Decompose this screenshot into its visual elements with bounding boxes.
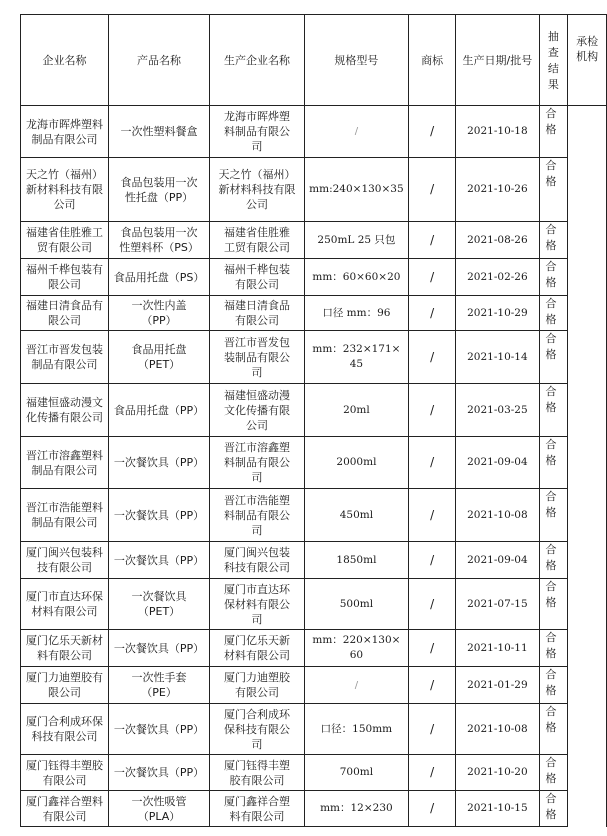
cell-result: 合 格	[539, 542, 568, 579]
cell-date: 2021-02-26	[456, 259, 539, 296]
table-row	[21, 791, 607, 827]
cell-company: 厦门鑫祥合塑料 有限公司	[21, 791, 109, 827]
cell-date: 2021-10-08	[456, 704, 539, 755]
cell-manufacturer: 福建省佳胜雅 工贸有限公司	[210, 222, 305, 259]
table-row	[21, 630, 607, 667]
cell-brand: /	[408, 259, 455, 296]
cell-brand: /	[408, 542, 455, 579]
table-row	[21, 704, 607, 755]
header-product	[108, 15, 209, 106]
cell-brand: /	[408, 437, 455, 489]
cell-result: 合 格	[539, 630, 568, 667]
cell-spec: 250mL 25 只包	[304, 222, 408, 259]
cell-date: 2021-09-04	[456, 542, 539, 579]
cell-company: 厦门力迪塑胶有 限公司	[21, 667, 109, 704]
cell-brand: /	[408, 384, 455, 437]
cell-product: 食品包装用一次 性塑料杯（PS）	[108, 222, 209, 259]
cell-product: 一次性手套 （PE）	[108, 667, 209, 704]
header-manufacturer-text: 生产企业名称	[224, 53, 291, 67]
cell-institution	[568, 259, 607, 296]
cell-result: 合 格	[539, 106, 568, 158]
cell-result: 合 格	[539, 437, 568, 489]
cell-brand: /	[408, 331, 455, 384]
cell-result: 合 格	[539, 296, 568, 331]
cell-spec: 1850ml	[304, 542, 408, 579]
cell-manufacturer: 晋江市溶鑫塑 料制品有限公 司	[210, 437, 305, 489]
header-institution-text: 承检 机构	[576, 35, 599, 63]
cell-institution	[568, 331, 607, 384]
cell-manufacturer: 厦门鑫祥合塑 料有限公司	[210, 791, 305, 827]
table-row	[21, 296, 607, 331]
cell-spec: mm：12×230	[304, 791, 408, 827]
cell-date: 2021-10-29	[456, 296, 539, 331]
cell-manufacturer: 福建恒盛动漫 文化传播有限 公司	[210, 384, 305, 437]
cell-product: 食品用托盘（PS）	[108, 259, 209, 296]
header-result-text: 抽 查 结 果	[547, 30, 559, 91]
table-row	[21, 158, 607, 222]
cell-manufacturer: 福州千桦包装 有限公司	[210, 259, 305, 296]
cell-date: 2021-10-14	[456, 331, 539, 384]
header-spec-text: 规格型号	[334, 53, 379, 67]
cell-product: 一次餐饮具（PP）	[108, 489, 209, 542]
cell-brand: /	[408, 791, 455, 827]
cell-result: 合 格	[539, 259, 568, 296]
cell-spec: mm：232×171× 45	[304, 331, 408, 384]
cell-manufacturer: 晋江市浩能塑 料制品有限公 司	[210, 489, 305, 542]
cell-spec: 2000ml	[304, 437, 408, 489]
cell-date: 2021-10-11	[456, 630, 539, 667]
cell-result: 合 格	[539, 222, 568, 259]
cell-product: 食品包装用一次 性托盘（PP）	[108, 158, 209, 222]
cell-institution	[568, 222, 607, 259]
cell-spec: 700ml	[304, 755, 408, 791]
cell-date: 2021-10-20	[456, 755, 539, 791]
cell-institution	[568, 542, 607, 579]
cell-product: 一次性吸管 （PLA）	[108, 791, 209, 827]
cell-manufacturer: 龙海市晖烨塑 料制品有限公 司	[210, 106, 305, 158]
cell-product: 食品用托盘 （PET）	[108, 331, 209, 384]
cell-institution	[568, 667, 607, 704]
cell-spec: 450ml	[304, 489, 408, 542]
cell-company: 厦门市直达环保 材料有限公司	[21, 579, 109, 630]
cell-company: 厦门亿乐天新材 料有限公司	[21, 630, 109, 667]
cell-company: 厦门闽兴包装科 技有限公司	[21, 542, 109, 579]
cell-institution	[568, 384, 607, 437]
header-company	[21, 15, 109, 106]
cell-brand: /	[408, 630, 455, 667]
cell-brand: /	[408, 158, 455, 222]
cell-product: 食品用托盘（PP）	[108, 384, 209, 437]
cell-result: 合 格	[539, 579, 568, 630]
cell-result: 合 格	[539, 791, 568, 827]
cell-result: 合 格	[539, 755, 568, 791]
cell-spec: mm：220×130× 60	[304, 630, 408, 667]
cell-result: 合 格	[539, 704, 568, 755]
cell-institution	[568, 791, 607, 827]
cell-product: 一次餐饮具（PP）	[108, 437, 209, 489]
cell-product: 一次餐饮具（PP）	[108, 630, 209, 667]
cell-spec: /	[304, 106, 408, 158]
cell-spec: 20ml	[304, 384, 408, 437]
table-row	[21, 106, 607, 158]
header-spec	[304, 15, 408, 106]
cell-product: 一次性内盖 （PP）	[108, 296, 209, 331]
cell-brand: /	[408, 106, 455, 158]
cell-manufacturer: 晋江市晋发包 装制品有限公 司	[210, 331, 305, 384]
cell-result: 合 格	[539, 384, 568, 437]
cell-manufacturer: 福建日清食品 有限公司	[210, 296, 305, 331]
cell-result: 合 格	[539, 667, 568, 704]
cell-institution	[568, 579, 607, 630]
inspection-table-sheet	[20, 14, 607, 827]
cell-company: 晋江市溶鑫塑料 制品有限公司	[21, 437, 109, 489]
cell-institution	[568, 296, 607, 331]
table-row	[21, 222, 607, 259]
cell-spec: /	[304, 667, 408, 704]
cell-company: 福建省佳胜雅工 贸有限公司	[21, 222, 109, 259]
cell-institution	[568, 489, 607, 542]
cell-date: 2021-10-15	[456, 791, 539, 827]
header-result	[539, 15, 568, 106]
table-row	[21, 384, 607, 437]
cell-company: 福州千桦包装有 限公司	[21, 259, 109, 296]
cell-company: 厦门钰得丰塑胶 有限公司	[21, 755, 109, 791]
cell-brand: /	[408, 296, 455, 331]
cell-date: 2021-10-08	[456, 489, 539, 542]
cell-brand: /	[408, 755, 455, 791]
cell-company: 福建恒盛动漫文 化传播有限公司	[21, 384, 109, 437]
cell-date: 2021-08-26	[456, 222, 539, 259]
cell-result: 合 格	[539, 158, 568, 222]
cell-company: 晋江市浩能塑料 制品有限公司	[21, 489, 109, 542]
cell-company: 龙海市晖烨塑料 制品有限公司	[21, 106, 109, 158]
header-company-text: 企业名称	[42, 53, 87, 67]
cell-company: 厦门合利成环保 科技有限公司	[21, 704, 109, 755]
cell-spec: 口径 mm：96	[304, 296, 408, 331]
cell-date: 2021-03-25	[456, 384, 539, 437]
cell-manufacturer: 天之竹（福州） 新材料科技有限 公司	[210, 158, 305, 222]
cell-manufacturer: 厦门力迪塑胶 有限公司	[210, 667, 305, 704]
inspection-results-table	[20, 14, 607, 827]
cell-institution	[568, 158, 607, 222]
cell-institution	[568, 106, 607, 158]
header-date	[456, 15, 539, 106]
cell-institution	[568, 704, 607, 755]
table-row	[21, 667, 607, 704]
table-row	[21, 579, 607, 630]
header-product-text: 产品名称	[137, 53, 182, 67]
cell-product: 一次餐饮具（PP）	[108, 704, 209, 755]
cell-brand: /	[408, 579, 455, 630]
cell-date: 2021-07-15	[456, 579, 539, 630]
header-row	[21, 15, 607, 106]
cell-manufacturer: 厦门市直达环 保材料有限公 司	[210, 579, 305, 630]
cell-date: 2021-10-26	[456, 158, 539, 222]
cell-manufacturer: 厦门钰得丰塑 胶有限公司	[210, 755, 305, 791]
cell-manufacturer: 厦门合利成环 保科技有限公 司	[210, 704, 305, 755]
table-row	[21, 542, 607, 579]
cell-spec: 口径：150mm	[304, 704, 408, 755]
cell-product: 一次餐饮具（PP）	[108, 542, 209, 579]
cell-company: 天之竹（福州） 新材料科技有限 公司	[21, 158, 109, 222]
cell-date: 2021-01-29	[456, 667, 539, 704]
cell-brand: /	[408, 222, 455, 259]
cell-date: 2021-09-04	[456, 437, 539, 489]
header-brand	[408, 15, 455, 106]
cell-product: 一次餐饮具 （PET）	[108, 579, 209, 630]
cell-date: 2021-10-18	[456, 106, 539, 158]
cell-institution	[568, 630, 607, 667]
cell-manufacturer: 厦门闽兴包装 科技有限公司	[210, 542, 305, 579]
table-row	[21, 489, 607, 542]
table-row	[21, 437, 607, 489]
cell-spec: mm:240×130×35	[304, 158, 408, 222]
cell-institution	[568, 755, 607, 791]
cell-brand: /	[408, 704, 455, 755]
cell-product: 一次性塑料餐盒	[108, 106, 209, 158]
header-date-text: 生产日期/批号	[462, 53, 533, 67]
cell-company: 福建日清食品有 限公司	[21, 296, 109, 331]
header-manufacturer	[210, 15, 305, 106]
table-row	[21, 755, 607, 791]
cell-spec: 500ml	[304, 579, 408, 630]
table-row	[21, 331, 607, 384]
cell-company: 晋江市晋发包装 制品有限公司	[21, 331, 109, 384]
cell-institution	[568, 437, 607, 489]
table-row	[21, 259, 607, 296]
cell-brand: /	[408, 489, 455, 542]
cell-spec: mm：60×60×20	[304, 259, 408, 296]
cell-product: 一次餐饮具（PP）	[108, 755, 209, 791]
cell-result: 合 格	[539, 331, 568, 384]
cell-result: 合 格	[539, 489, 568, 542]
cell-manufacturer: 厦门亿乐天新 材料有限公司	[210, 630, 305, 667]
header-brand-text: 商标	[421, 53, 444, 67]
header-institution	[568, 15, 607, 106]
cell-brand: /	[408, 667, 455, 704]
